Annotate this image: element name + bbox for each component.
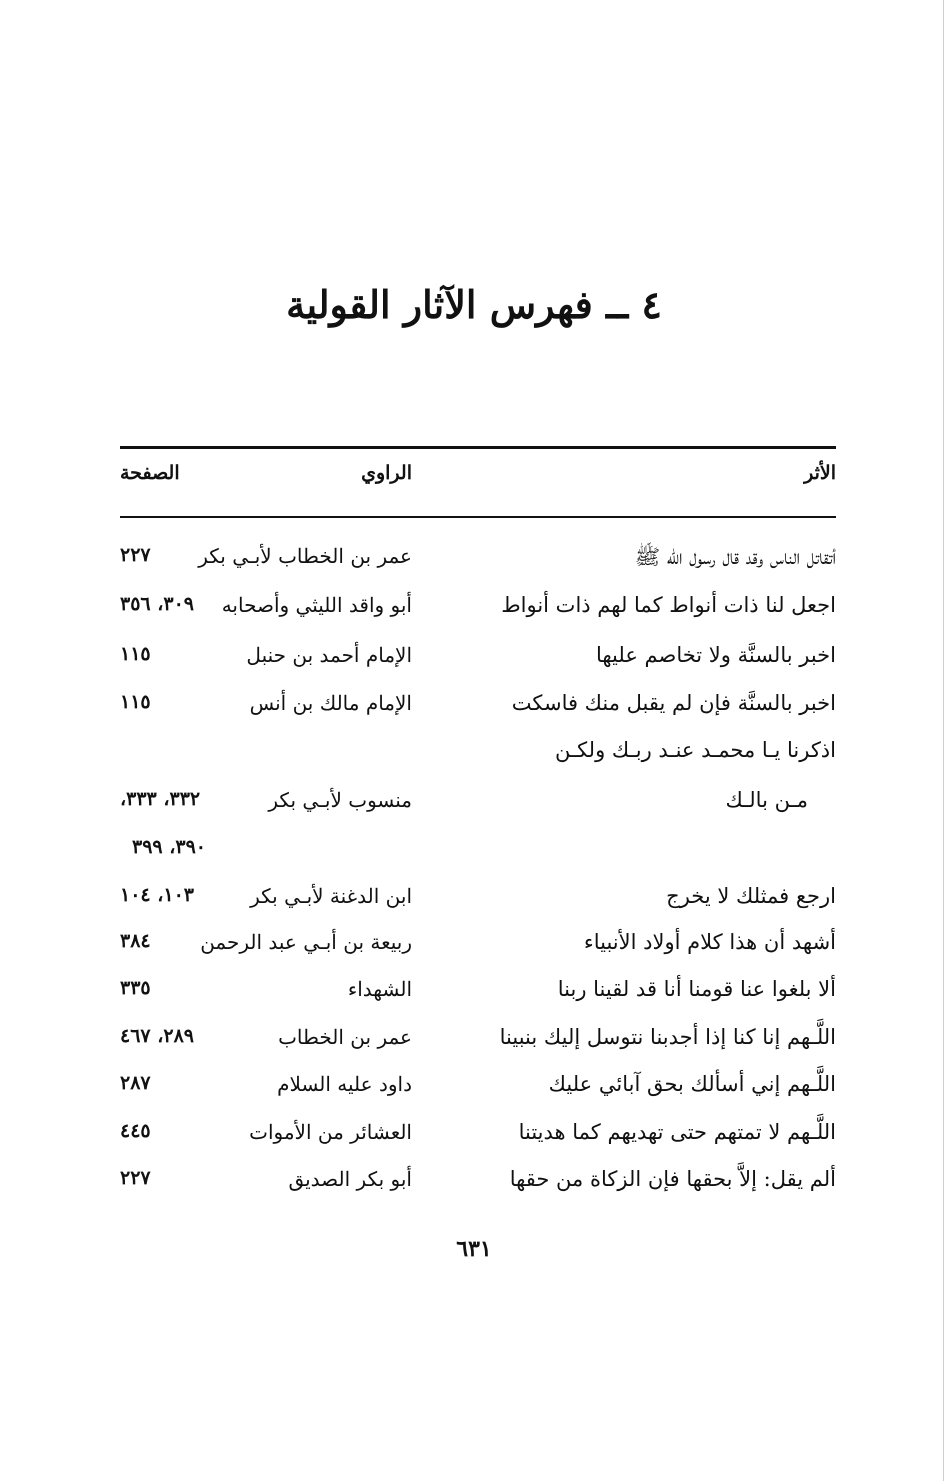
table-row — [0, 1072, 948, 1112]
folio-page-number: ٦٣١ — [456, 1236, 492, 1262]
table-row — [0, 1120, 948, 1160]
rawi-text: أبو واقد الليثي وأصحابه — [221, 593, 412, 617]
rawi-text: داود عليه السلام — [277, 1072, 412, 1096]
athar-text: ألم يقل: إلاَّ بحقها فإن الزكاة من حقها — [509, 1167, 836, 1191]
page-number: ١١٥ — [120, 691, 151, 713]
table-row — [0, 1025, 948, 1065]
header-top-rule — [120, 446, 836, 449]
page-number: ٣٨٤ — [120, 930, 151, 952]
column-header-page: الصفحة — [120, 462, 180, 484]
rawi-text: ربيعة بن أبـي عبد الرحمن — [200, 930, 412, 954]
rawi-text: الشهداء — [347, 977, 412, 1001]
rawi-text: منسوب لأبـي بكر — [268, 788, 412, 812]
page-number: ٢٨٧ — [120, 1072, 151, 1094]
page-number: ١٠٣، ١٠٤ — [120, 884, 194, 906]
table-row — [0, 643, 948, 683]
page-number: ٢٢٧ — [120, 1167, 151, 1189]
table-row — [0, 738, 948, 778]
page-number: ٣٣٥ — [120, 977, 151, 999]
athar-text: اخبر بالسنَّة ولا تخاصم عليها — [595, 643, 836, 667]
athar-text: اللَّـهم لا تمتهم حتى تهديهم كما هديتنا — [518, 1120, 836, 1144]
table-row — [0, 691, 948, 731]
athar-text: اللَّـهم إنا كنا إذا أجدبنا نتوسل إليك بنبينا — [499, 1025, 836, 1049]
rawi-text: عمر بن الخطاب لأبـي بكر — [198, 544, 412, 568]
athar-text: اللَّـهم إني أسألك بحق آبائي عليك — [548, 1072, 836, 1096]
column-header-rawi: الراوي — [361, 462, 412, 484]
athar-text: ارجع فمثلك لا يخرج — [666, 884, 836, 908]
rawi-text: عمر بن الخطاب — [278, 1025, 412, 1049]
page-number: ١١٥ — [120, 643, 151, 665]
athar-text: اذكرنا يـا محمـد عنـد ربـك ولكـن — [554, 738, 836, 762]
athar-text: أشهد أن هذا كلام أولاد الأنبياء — [583, 930, 836, 954]
rawi-text: الإمام أحمد بن حنبل — [246, 643, 412, 667]
athar-text: أتقاتل الناس وقد قال رسول الله ﷺ — [634, 545, 836, 569]
page-title: ٤ ــ فهرس الآثار القولية — [286, 282, 662, 327]
table-row — [0, 788, 948, 828]
header-bottom-rule — [120, 516, 836, 518]
table-row — [0, 544, 948, 584]
rawi-text: أبو بكر الصديق — [288, 1167, 412, 1191]
page-number: ٣٣٢، ٣٣٣، — [120, 788, 201, 810]
table-row — [0, 1167, 948, 1207]
rawi-text: العشائر من الأموات — [249, 1120, 412, 1144]
column-header-athar: الأثر — [804, 462, 836, 484]
table-row — [0, 884, 948, 924]
athar-text: اجعل لنا ذات أنواط كما لهم ذات أنواط — [501, 593, 836, 617]
page-number: ٣٩٠، ٣٩٩ — [132, 836, 206, 858]
rawi-text: الإمام مالك بن أنس — [249, 691, 412, 715]
table-row — [0, 977, 948, 1017]
page-number: ٣٠٩، ٣٥٦ — [120, 593, 194, 615]
page-number: ٢٨٩، ٤٦٧ — [120, 1025, 194, 1047]
table-row — [0, 593, 948, 633]
page-number: ٤٤٥ — [120, 1120, 151, 1142]
scan-edge-line — [943, 0, 944, 1481]
page-number: ٢٢٧ — [120, 544, 151, 566]
athar-text: مـن بالـك — [725, 788, 808, 812]
athar-text: ألا بلغوا عنا قومنا أنا قد لقينا ربنا — [557, 977, 836, 1001]
athar-text: اخبر بالسنَّة فإن لم يقبل منك فاسكت — [511, 691, 836, 715]
table-row — [0, 836, 948, 876]
rawi-text: ابن الدغنة لأبـي بكر — [250, 884, 412, 908]
table-row — [0, 930, 948, 970]
